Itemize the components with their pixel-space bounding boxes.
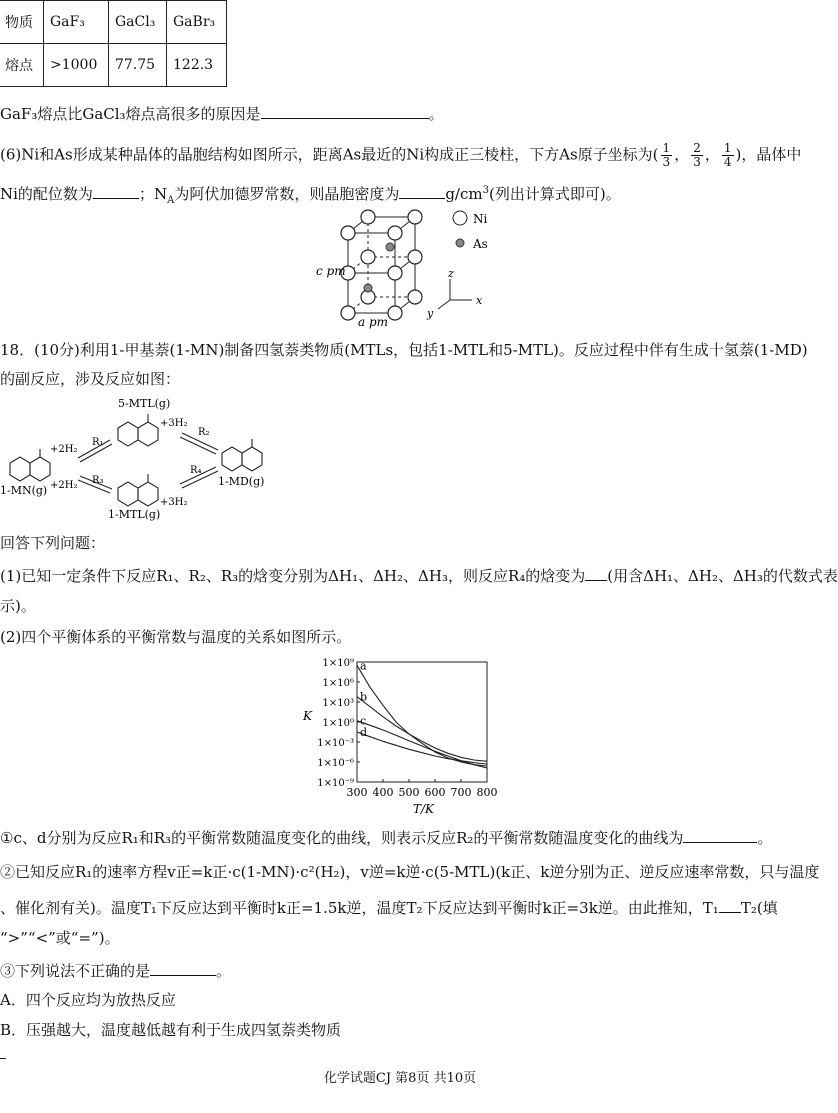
- fraction-den: 3: [662, 155, 671, 169]
- period: 。: [428, 105, 444, 123]
- x-tick-label: 800: [476, 786, 498, 799]
- label-r2: R₂: [198, 427, 210, 438]
- label-r3: R₃: [92, 475, 104, 486]
- table-cell: GaF₃: [44, 1, 109, 44]
- series-c-label: c: [360, 714, 367, 728]
- answer-blank[interactable]: [150, 961, 216, 976]
- table-cell: >1000: [44, 44, 109, 87]
- fraction: [691, 142, 703, 169]
- k-vs-t-chart: [295, 650, 500, 818]
- fraction: [722, 142, 734, 169]
- question-text: (1)已知一定条件下反应R₁、R₂、R₃的焓变分别为ΔH₁、ΔH₂、ΔH₃，则反应R₄的焓变为: [0, 567, 586, 585]
- period: 。: [216, 962, 232, 980]
- crystal-cell-figure: [310, 205, 520, 330]
- question-text: ①c、d分别为反应R₁和R₃的平衡常数随温度变化的曲线，则表示反应R₂的平衡常数随温度变化的曲线为: [0, 829, 684, 847]
- question-text: )，晶体中: [735, 145, 802, 164]
- legend-ni: Ni: [473, 212, 488, 226]
- y-tick-label: 1×10³: [322, 698, 354, 709]
- label-1-mn: 1-MN(g): [0, 484, 48, 497]
- question-1-line1: [0, 566, 838, 586]
- series-b-label: b: [360, 690, 368, 704]
- legend-as: As: [473, 237, 488, 251]
- y-tick-label: 1×10⁻⁹: [317, 778, 354, 789]
- table-cell: 122.3: [167, 44, 227, 87]
- label-r4: R₄: [190, 465, 202, 476]
- option-a[interactable]: A．四个反应均为放热反应: [0, 991, 176, 1009]
- fraction-num: 1: [662, 141, 671, 155]
- question-text: (用含ΔH₁、ΔH₂、ΔH₃的代数式表: [607, 567, 838, 585]
- reaction-scheme: [0, 393, 290, 528]
- question-2-2-line1: ②已知反应R₁的速率方程v正=k正·c(1-MN)·c²(H₂)，v逆=k逆·c(5-MTL)(k正、k逆分别为正、逆反应速率常数，只与温度: [0, 863, 820, 881]
- fraction: [661, 142, 673, 169]
- label-r1: R₁: [92, 437, 104, 448]
- axis-y: y: [427, 307, 434, 320]
- question-2-1: [0, 828, 772, 848]
- ni-atoms: [341, 210, 422, 320]
- answer-blank[interactable]: [683, 828, 757, 843]
- axis-x: x: [476, 294, 483, 307]
- question-text: 、催化剂有关)。温度T₁下反应达到平衡时k正=1.5k逆，温度T₂下反应达到平衡时k正=3k逆。由此推知，T₁: [0, 899, 719, 917]
- plot-frame: [357, 662, 487, 782]
- x-tick-label: 500: [398, 786, 420, 799]
- series-d-label: d: [360, 726, 368, 739]
- y-tick-label: 1×10⁻³: [317, 738, 354, 749]
- table-cell: GaCl₃: [109, 1, 167, 44]
- y-tick-label: 1×10⁻⁶: [317, 758, 354, 769]
- table-cell: GaBr₃: [167, 1, 227, 44]
- as-legend-icon: [456, 239, 464, 247]
- separator: ，: [674, 145, 690, 164]
- y-axis-label: K: [303, 709, 312, 723]
- superscript: 3: [482, 185, 489, 196]
- separator: ，: [704, 145, 720, 164]
- question-18-line2: 的副反应，涉及反应如图：: [0, 370, 181, 388]
- y-tick-label: 1×10⁶: [322, 678, 354, 689]
- answer-blank[interactable]: [93, 184, 139, 199]
- label-1-md: 1-MD(g): [218, 475, 265, 488]
- table-cell: 77.75: [109, 44, 167, 87]
- label-c: c pm: [316, 264, 346, 278]
- table-cell: 熔点: [0, 44, 44, 87]
- table-row: [0, 44, 227, 87]
- unit: g/cm: [445, 185, 483, 203]
- question-text: ③下列说法不正确的是: [0, 962, 151, 980]
- fraction-den: 4: [723, 155, 732, 169]
- question-text: 为阿伏加德罗常数，则晶胞密度为: [174, 185, 400, 203]
- label-plus-2h2: +2H₂: [50, 480, 78, 491]
- answer-blank[interactable]: [585, 566, 607, 581]
- question-gaf3: [0, 104, 444, 124]
- answer-blank[interactable]: [261, 104, 429, 119]
- melting-point-table: [0, 0, 227, 87]
- x-tick-label: 300: [346, 786, 368, 799]
- question-text: Ni的配位数为: [0, 185, 93, 203]
- question-2: (2)四个平衡体系的平衡常数与温度的关系如图所示。: [0, 628, 352, 646]
- question-2-2-line3: “>”“<”或“=”)。: [0, 929, 120, 947]
- series-b-line: [357, 697, 487, 762]
- question-text: (6)Ni和As形成某种晶体的晶胞结构如图所示，距离As最近的Ni构成正三棱柱，下方As原子坐标为(: [0, 145, 659, 164]
- axis-z: z: [448, 267, 454, 280]
- table-cell: 物质: [0, 1, 44, 44]
- ni-legend-icon: [453, 211, 467, 225]
- series-c-line: [357, 721, 487, 768]
- label-5-mtl: 5-MTL(g): [118, 397, 171, 410]
- page-footer: 化学试题CJ 第8页 共10页: [323, 1071, 477, 1086]
- x-axis-label: T/K: [413, 802, 435, 816]
- question-2-2-line2: [0, 898, 778, 918]
- question-2-3: [0, 961, 231, 981]
- fraction-num: 1: [723, 141, 732, 155]
- period: 。: [757, 829, 773, 847]
- question-6-line1: [0, 142, 801, 169]
- y-tick-label: 1×10⁰: [322, 718, 354, 729]
- question-18-line1: 18．(10分)利用1-甲基萘(1-MN)制备四氢萘类物质(MTLs，包括1-MTL和5-MTL)。反应过程中伴有生成十氢萘(1-MD): [0, 341, 808, 359]
- answer-prompt: 回答下列问题：: [0, 534, 106, 552]
- x-tick-label: 700: [450, 786, 472, 799]
- question-1-line2: 示)。: [0, 597, 36, 615]
- subscript: A: [167, 195, 175, 206]
- fraction-den: 3: [693, 155, 701, 169]
- question-text: GaF₃熔点比GaCl₃熔点高很多的原因是: [0, 105, 261, 123]
- table-row: [0, 1, 227, 44]
- option-b[interactable]: B．压强越大，温度越低越有利于生成四氢萘类物质: [0, 1021, 342, 1039]
- label-plus-2h2: +2H₂: [50, 444, 78, 455]
- label-plus-3h2: +3H₂: [160, 497, 188, 508]
- label-1-mtl: 1-MTL(g): [108, 508, 161, 521]
- axes-icon: [438, 279, 472, 309]
- series-a-line: [357, 665, 487, 766]
- label-a: a pm: [358, 315, 389, 329]
- series-a-label: a: [360, 659, 367, 673]
- margin-mark: [0, 1058, 6, 1059]
- x-tick-label: 400: [372, 786, 394, 799]
- y-tick-label: 1×10⁹: [322, 658, 354, 669]
- answer-blank[interactable]: [399, 184, 445, 199]
- question-text: (列出计算式即可)。: [488, 185, 621, 203]
- question-text: T₂(填: [740, 899, 778, 917]
- answer-blank[interactable]: [719, 898, 741, 913]
- fraction-num: 2: [693, 141, 701, 155]
- question-text: ；N: [138, 185, 168, 203]
- label-plus-3h2: +3H₂: [160, 418, 188, 429]
- x-tick-label: 600: [424, 786, 446, 799]
